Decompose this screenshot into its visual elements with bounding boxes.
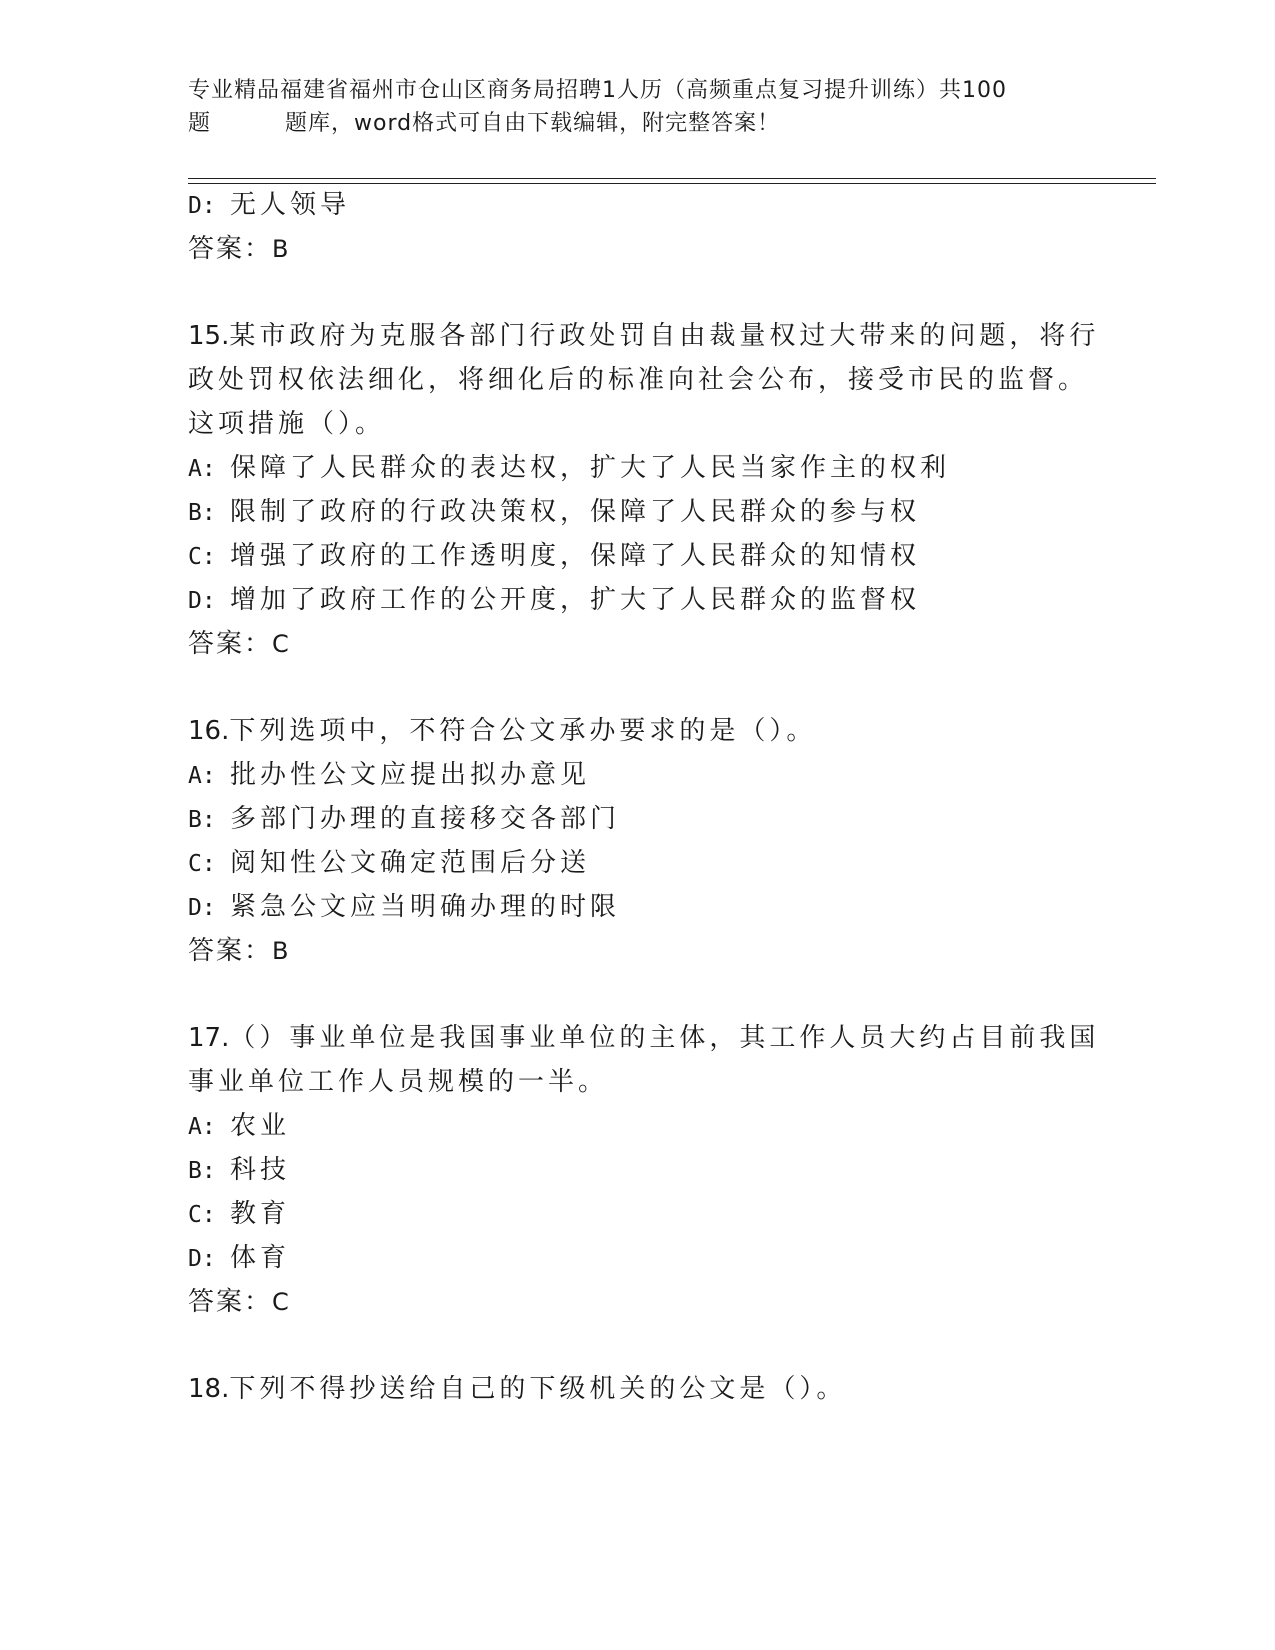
option-letter: C: xyxy=(188,1202,216,1228)
answer-line xyxy=(188,232,290,266)
option-letter: A: xyxy=(188,763,216,789)
question-number: 17. xyxy=(188,1023,230,1053)
answer-option xyxy=(188,451,950,486)
answer-value: C xyxy=(272,1288,291,1316)
option-text: 限制了政府的行政决策权，保障了人民群众的参与权 xyxy=(230,497,921,527)
answer-label: 答案： xyxy=(188,234,273,264)
option-letter: C: xyxy=(188,851,216,877)
header-rule-top xyxy=(188,178,1156,179)
question-number: 15. xyxy=(188,321,230,351)
option-text: 紧急公文应当明确办理的时限 xyxy=(230,892,621,922)
answer-label: 答案： xyxy=(188,629,273,659)
answer-line xyxy=(188,627,291,661)
option-letter: C: xyxy=(188,544,216,570)
question-line: 事业单位工作人员规模的一半。 xyxy=(188,1067,609,1097)
header-line-2-rest: 题库，word格式可自由下载编辑，附完整答案！ xyxy=(285,111,781,136)
header-line-1: 专业精品福建省福州市仓山区商务局招聘1人历（高频重点复习提升训练）共100 xyxy=(188,78,1007,103)
answer-option xyxy=(188,539,920,574)
option-text: 无人领导 xyxy=(230,190,351,220)
question-number: 16. xyxy=(188,716,230,746)
answer-option xyxy=(188,1153,290,1188)
option-letter: D: xyxy=(188,895,216,921)
question-line: 这项措施（）。 xyxy=(188,409,386,439)
option-text: 阅知性公文确定范围后分送 xyxy=(230,848,591,878)
option-text: 多部门办理的直接移交各部门 xyxy=(230,804,621,834)
question-line: （）事业单位是我国事业单位的主体，其工作人员大约占目前我国 xyxy=(229,1023,1100,1053)
answer-option xyxy=(188,890,620,925)
question-line: 下列不得抄送给自己的下级机关的公文是（）。 xyxy=(229,1374,847,1404)
answer-option xyxy=(188,758,590,793)
question-line: 政处罚权依法细化，将细化后的标准向社会公布，接受市民的监督。 xyxy=(188,365,1089,395)
answer-option xyxy=(188,1241,290,1276)
answer-option xyxy=(188,583,920,618)
option-letter: B: xyxy=(188,807,216,833)
question-text-continued xyxy=(188,363,1088,397)
option-text: 农业 xyxy=(230,1111,291,1141)
answer-label: 答案： xyxy=(188,936,273,966)
question-line: 下列选项中，不符合公文承办要求的是（）。 xyxy=(229,716,817,746)
option-text: 增加了政府工作的公开度，扩大了人民群众的监督权 xyxy=(230,585,921,615)
option-text: 增强了政府的工作透明度，保障了人民群众的知情权 xyxy=(230,541,921,571)
answer-option xyxy=(188,495,920,530)
question-text xyxy=(188,319,1099,353)
question-text xyxy=(188,714,816,748)
option-text: 科技 xyxy=(230,1155,291,1185)
option-letter: B: xyxy=(188,1158,216,1184)
question-text-continued xyxy=(188,1065,608,1099)
answer-line xyxy=(188,934,290,968)
option-letter: B: xyxy=(188,500,216,526)
answer-value: B xyxy=(272,235,291,263)
option-letter: D: xyxy=(188,1246,216,1272)
question-text-continued xyxy=(188,407,385,441)
option-text: 保障了人民群众的表达权，扩大了人民当家作主的权利 xyxy=(230,453,951,483)
option-text: 教育 xyxy=(230,1199,291,1229)
option-letter: D: xyxy=(188,193,216,219)
answer-option xyxy=(188,1109,290,1144)
option-letter: D: xyxy=(188,588,216,614)
header-line-2 xyxy=(188,107,1088,140)
question-text xyxy=(188,1372,846,1406)
answer-value: B xyxy=(272,937,291,965)
option-text: 批办性公文应提出拟办意见 xyxy=(230,760,591,790)
answer-option xyxy=(188,846,590,881)
answer-option xyxy=(188,1197,290,1232)
question-line: 某市政府为克服各部门行政处罚自由裁量权过大带来的问题，将行 xyxy=(229,321,1100,351)
option-letter: A: xyxy=(188,1114,216,1140)
answer-label: 答案： xyxy=(188,1287,273,1317)
header-line-2-start: 题 xyxy=(188,111,212,136)
page-header xyxy=(188,74,1088,140)
option-letter: A: xyxy=(188,456,216,482)
header-rule-bottom xyxy=(188,183,1156,184)
option-text: 体育 xyxy=(230,1243,291,1273)
question-number: 18. xyxy=(188,1374,230,1404)
question-text xyxy=(188,1021,1099,1055)
answer-option xyxy=(188,802,620,837)
answer-option xyxy=(188,188,350,223)
answer-value: C xyxy=(272,630,291,658)
answer-line xyxy=(188,1285,291,1319)
